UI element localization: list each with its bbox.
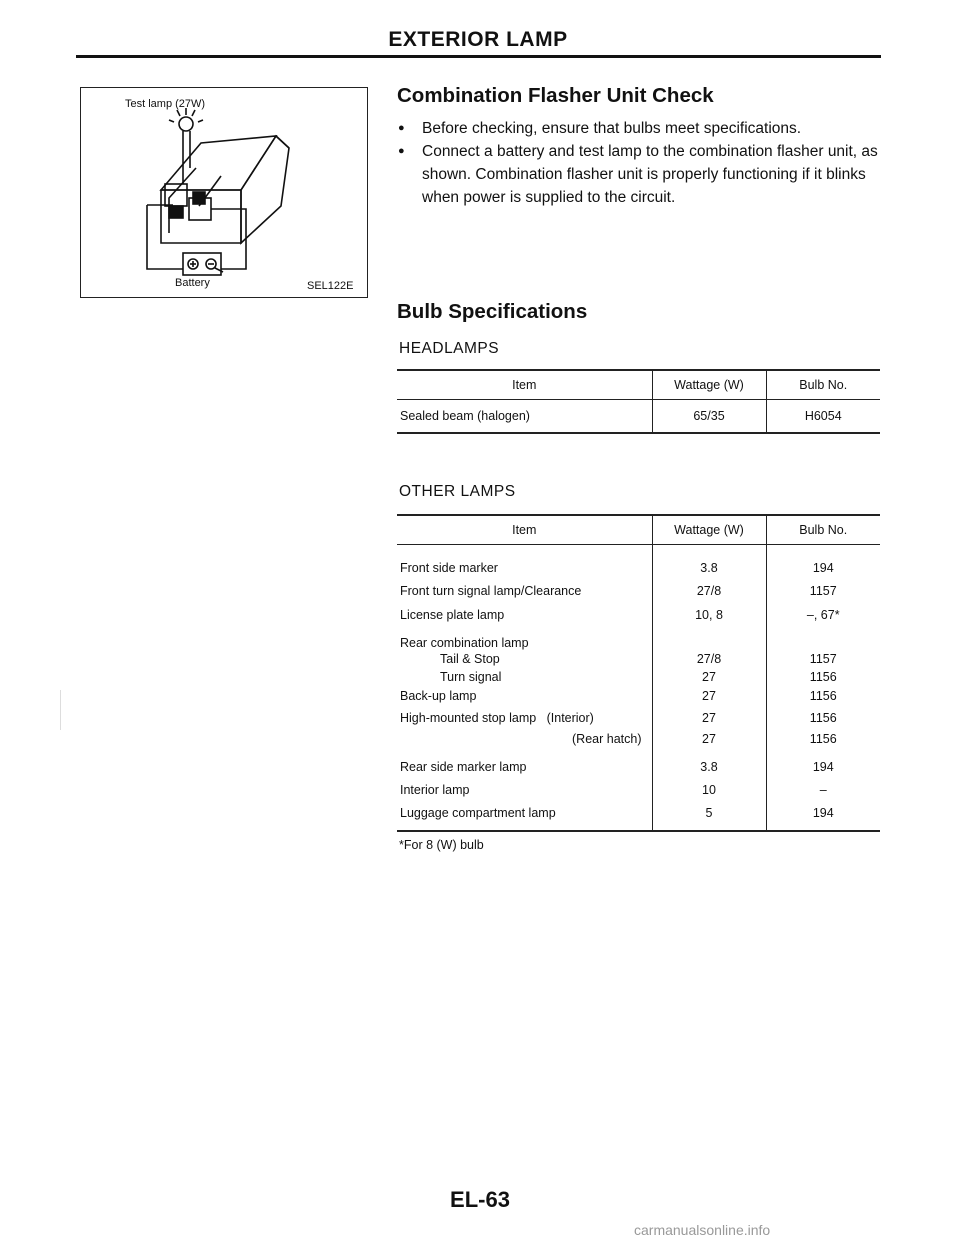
page-title: EXTERIOR LAMP [388, 28, 568, 51]
cell-bulb: 1156 [766, 707, 880, 730]
table-footnote: *For 8 (W) bulb [399, 838, 484, 852]
test-lamp-label: Test lamp (27W) [125, 98, 206, 110]
table-row [397, 749, 880, 777]
cell-wattage: 5 [652, 803, 766, 832]
other-lamps-table [397, 516, 880, 832]
cell-wattage: 65/35 [652, 400, 766, 433]
table-row [397, 686, 880, 707]
cell-bulb: – [766, 777, 880, 803]
cell-bulb: H6054 [766, 400, 880, 433]
cell-item: Tail & Stop [440, 651, 500, 666]
battery-label: Battery [175, 277, 210, 289]
cell-item: Front side marker [400, 560, 498, 575]
cell-item: Rear combination lamp [400, 635, 529, 650]
watermark: carmanualsonline.info [634, 1222, 771, 1238]
table-bottom-rule [397, 830, 880, 832]
cell-item: Front turn signal lamp/Clearance [400, 583, 582, 598]
header-divider [76, 55, 881, 58]
cell-item: Turn signal [440, 669, 502, 684]
table-row [397, 803, 880, 832]
table-row [397, 777, 880, 803]
cell-wattage: 27 [652, 730, 766, 749]
cell-bulb: 1157 [766, 650, 880, 668]
column-header-bulb: Bulb No. [766, 371, 880, 400]
table-row [397, 650, 880, 668]
table-row [397, 603, 880, 627]
cell-bulb: 1156 [766, 730, 880, 749]
headlamps-subheading: HEADLAMPS [399, 340, 500, 357]
cell-wattage: 27 [652, 686, 766, 707]
table-row [397, 400, 880, 433]
cell-bulb: 1156 [766, 668, 880, 686]
cell-wattage: 27/8 [652, 650, 766, 668]
cell-item: Sealed beam (halogen) [400, 409, 530, 424]
page-number: EL-63 [450, 1187, 510, 1212]
cell-item: High-mounted stop lamp (Interior) [400, 711, 594, 725]
cell-wattage: 3.8 [652, 545, 766, 579]
table-bottom-rule [397, 432, 880, 434]
flasher-check-heading: Combination Flasher Unit Check [397, 84, 714, 107]
column-header-item: Item [397, 516, 652, 545]
cell-item: Luggage compartment lamp [400, 805, 556, 820]
list-item: ● Connect a battery and test lamp to the combination flasher unit, as shown. Combination flasher unit is properly functioning if it blinks when power is supplied to the circuit. [396, 140, 880, 209]
cell-bulb: 194 [766, 749, 880, 777]
other-lamps-subheading: OTHER LAMPS [399, 483, 516, 500]
cell-item: License plate lamp [400, 607, 505, 622]
cell-bulb: 194 [766, 803, 880, 832]
column-header-item: Item [397, 371, 652, 400]
column-header-wattage: Wattage (W) [652, 371, 766, 400]
cell-bulb: 1156 [766, 686, 880, 707]
table-row [397, 545, 880, 579]
cell-bulb: 194 [766, 545, 880, 579]
table-row [397, 730, 880, 749]
page-edge-mark [60, 690, 61, 730]
flasher-test-figure [80, 87, 368, 298]
cell-wattage: 3.8 [652, 749, 766, 777]
table-row [397, 707, 880, 730]
cell-bulb: 1157 [766, 579, 880, 603]
column-header-wattage: Wattage (W) [652, 516, 766, 545]
cell-wattage: 10 [652, 777, 766, 803]
cell-wattage: 27 [652, 707, 766, 730]
cell-wattage: 27 [652, 668, 766, 686]
headlamps-table [397, 371, 880, 433]
cell-item: Back-up lamp [400, 689, 477, 703]
cell-item: Rear side marker lamp [400, 759, 527, 774]
cell-wattage: 27/8 [652, 579, 766, 603]
cell-item: (Rear hatch) [572, 732, 642, 746]
table-row [397, 627, 880, 650]
column-header-bulb: Bulb No. [766, 516, 880, 545]
bulb-specs-heading: Bulb Specifications [397, 300, 588, 323]
table-row [397, 579, 880, 603]
cell-item: Interior lamp [400, 782, 470, 797]
flasher-wiring-diagram [81, 88, 367, 297]
cell-wattage: 10, 8 [652, 603, 766, 627]
figure-code: SEL122E [307, 280, 354, 292]
cell-bulb [766, 627, 880, 650]
table-row [397, 668, 880, 686]
cell-wattage [652, 627, 766, 650]
flasher-check-instructions [396, 117, 886, 209]
cell-bulb: –, 67* [766, 603, 880, 627]
list-item: ● Before checking, ensure that bulbs meet specifications. [396, 117, 886, 140]
